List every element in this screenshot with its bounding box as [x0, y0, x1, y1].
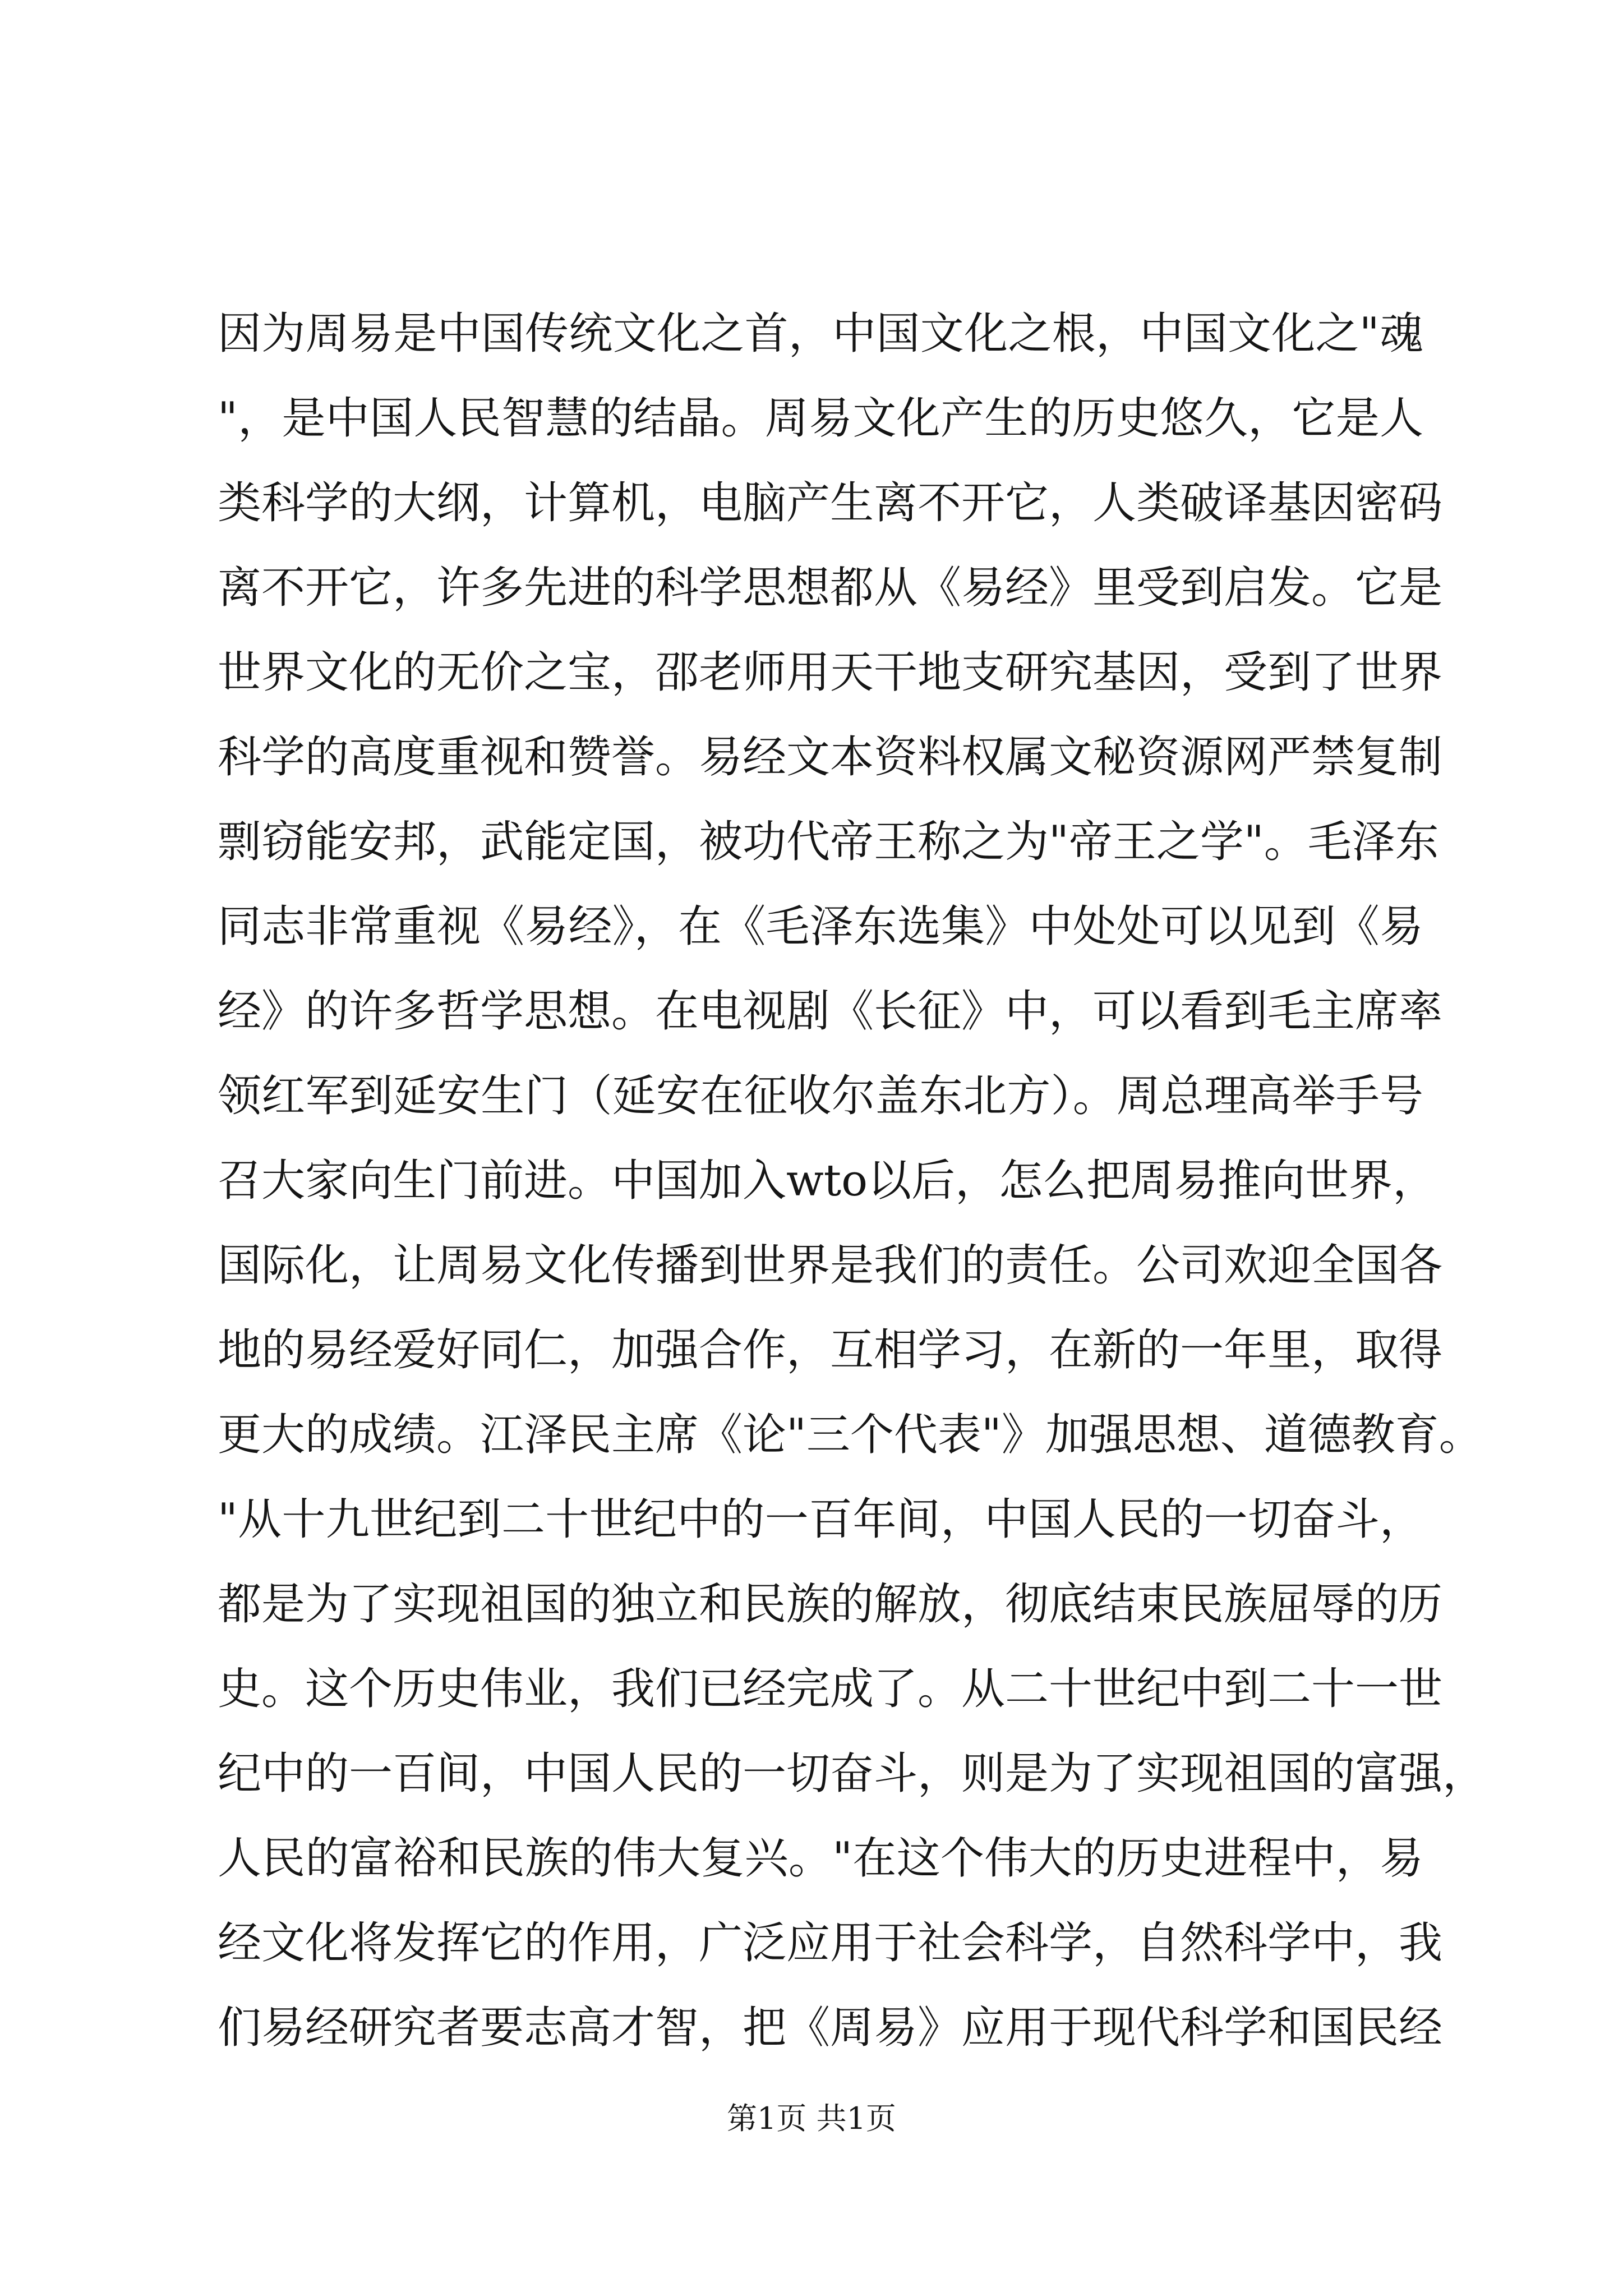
text-line: "从十九世纪到二十世纪中的一百年间，中国人民的一切奋斗， [218, 1494, 1423, 1545]
body-text [218, 292, 1487, 2070]
text-line: 召大家向生门前进。中国加入wto以后，怎么把周易推向世界， [218, 1156, 1437, 1206]
text-line: 国际化，让周易文化传播到世界是我们的责任。公司欢迎全国各 [218, 1240, 1443, 1291]
text-line: 人民的富裕和民族的伟大复兴。"在这个伟大的历史进程中，易 [218, 1833, 1423, 1884]
text-line: 剽窃能安邦，武能定国，被功代帝王称之为"帝王之学"。毛泽东 [218, 817, 1439, 867]
text-line: 地的易经爱好同仁，加强合作，互相学习，在新的一年里，取得 [218, 1325, 1443, 1375]
text-line: 同志非常重视《易经》，在《毛泽东选集》中处处可以见到《易 [218, 901, 1423, 952]
text-line: 经文化将发挥它的作用，广泛应用于社会科学，自然科学中，我 [218, 1918, 1443, 1968]
text-line: 世界文化的无价之宝，邵老师用天干地支研究基因，受到了世界 [218, 647, 1443, 698]
text-line: 纪中的一百间，中国人民的一切奋斗，则是为了实现祖国的富强， [218, 1749, 1487, 1799]
text-line: 离不开它，许多先进的科学思想都从《易经》里受到启发。它是 [218, 563, 1443, 613]
text-line: 更大的成绩。江泽民主席《论"三个代表"》加强思想、道德教育。 [218, 1410, 1483, 1460]
text-line: 们易经研究者要志高才智，把《周易》应用于现代科学和国民经 [218, 2003, 1443, 2053]
text-line: 科学的高度重视和赞誉。易经文本资料权属文秘资源网严禁复制 [218, 732, 1443, 783]
page-footer: 第1页 共1页 [727, 2101, 896, 2136]
text-line: "，是中国人民智慧的结晶。周易文化产生的历史悠久，它是人 [218, 393, 1423, 444]
text-line: 类科学的大纲，计算机，电脑产生离不开它，人类破译基因密码 [218, 478, 1443, 528]
text-line: 经》的许多哲学思想。在电视剧《长征》中，可以看到毛主席率 [218, 986, 1443, 1037]
text-line: 因为周易是中国传统文化之首，中国文化之根，中国文化之"魂 [218, 309, 1423, 359]
text-line: 都是为了实现祖国的独立和民族的解放，彻底结束民族屈辱的历 [218, 1579, 1443, 1630]
text-line: 领红军到延安生门（延安在征收尔盖东北方）。周总理高举手号 [218, 1071, 1423, 1121]
text-line: 史。这个历史伟业，我们已经完成了。从二十世纪中到二十一世 [218, 1664, 1443, 1714]
